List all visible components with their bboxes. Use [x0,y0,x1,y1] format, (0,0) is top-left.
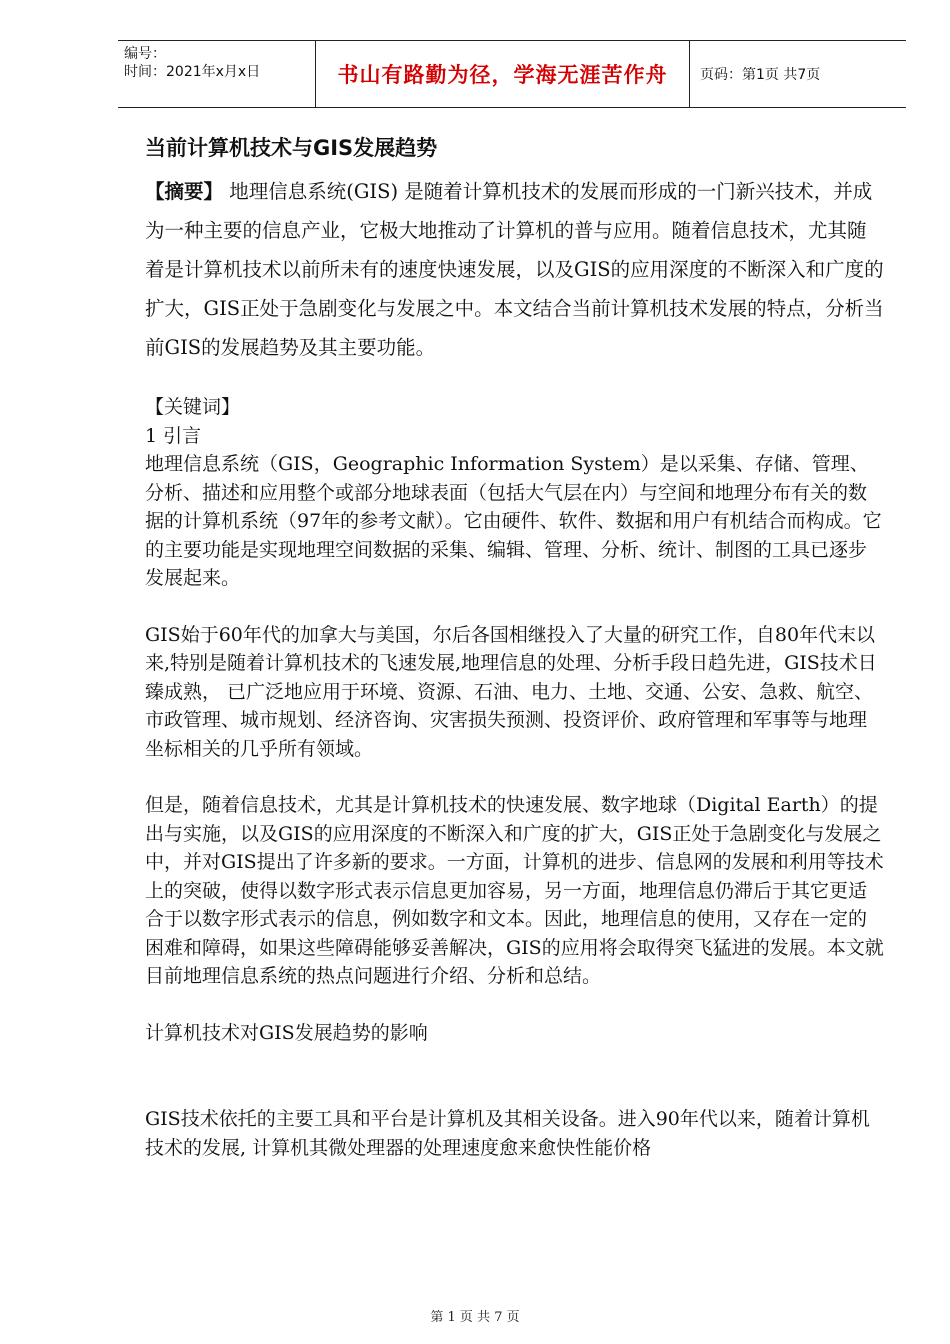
spacer [145,763,885,791]
abstract-text: 地理信息系统(GIS) 是随着计算机技术的发展而形成的一门新兴技术，并成为一种主要的信息产业，它极大地推动了计算机的普与应用。随着信息技术，尤其随着是计算机技术以前所未有的速度快速发展，以及GIS的应用深度的不断深入和广度的扩大，GIS正处于急剧变化与发展之中。本文结合当前计算机技术发展的特点，分析当前GIS的发展趋势及其主要功能。 [145,180,884,359]
page-footer: 第 1 页 共 7 页 [430,1310,520,1325]
header-page-info: 页码：第1页 共7页 [700,67,821,83]
number-label: 编号： [124,46,166,62]
paragraph-2: GIS始于60年代的加拿大与美国，尔后各国相继投入了大量的研究工作，自80年代末以来,特别是随着计算机技术的飞速发展,地理信息的处理、分析手段日趋先进，GIS技术日臻成熟， 已广泛地应用于环境、资源、石油、电力、土地、交通、公安、急救、航空、市政管理、城市规划、经济咨询、灾害损失预测、投资评价、政府管理和军事等与地理坐标相关的几乎所有领域。 [145,623,877,760]
abstract-label: 【摘要】 [145,180,224,203]
document-title: 当前计算机技术与GIS发展趋势 [145,136,438,160]
document-body [145,130,885,1162]
spacer [145,991,885,1019]
header-meta [118,41,316,107]
abstract [145,172,885,367]
section2-heading: 计算机技术对GIS发展趋势的影响 [145,1021,428,1044]
section1-heading: 1 引言 [145,424,202,447]
spacer [145,1047,885,1105]
time-label: 时间：2021年x月x日 [124,64,261,80]
page-header [118,40,906,108]
paragraph-3: 但是，随着信息技术，尤其是计算机技术的快速发展、数字地球（Digital Earth）的提出与实施，以及GIS的应用深度的不断深入和广度的扩大，GIS正处于急剧变化与发展之中，并对GIS提出了许多新的要求。一方面，计算机的进步、信息网的发展和利用等技术上的突破，使得以数字形式表示信息更加容易，另一方面，地理信息仍滞后于其它更适合于以数字形式表示的信息，例如数字和文本。因此，地理信息的使用，又存在一定的困难和障碍，如果这些障碍能够妥善解决，GIS的应用将会取得突飞猛进的发展。本文就目前地理信息系统的热点问题进行介绍、分析和总结。 [145,794,884,987]
spacer [145,367,885,393]
header-motto: 书山有路勤为径，学海无涯苦作舟 [316,41,690,107]
keywords-label: 【关键词】 [145,396,241,418]
paragraph-1: 地理信息系统（GIS，Geographic Information System）是以采集、存储、管理、分析、描述和应用整个或部分地球表面（包括大气层在内）与空间和地理分布有关的数据的计算机系统（97年的参考文献）。它由硬件、软件、数据和用户有机结合而构成。它的主要功能是实现地理空间数据的采集、编辑、管理、分析、统计、制图的工具已逐步发展起来。 [145,453,882,589]
spacer [145,593,885,621]
paragraph-4: GIS技术依托的主要工具和平台是计算机及其相关设备。进入90年代以来，随着计算机技术的发展, 计算机其微处理器的处理速度愈来愈快性能价格 [145,1108,870,1159]
